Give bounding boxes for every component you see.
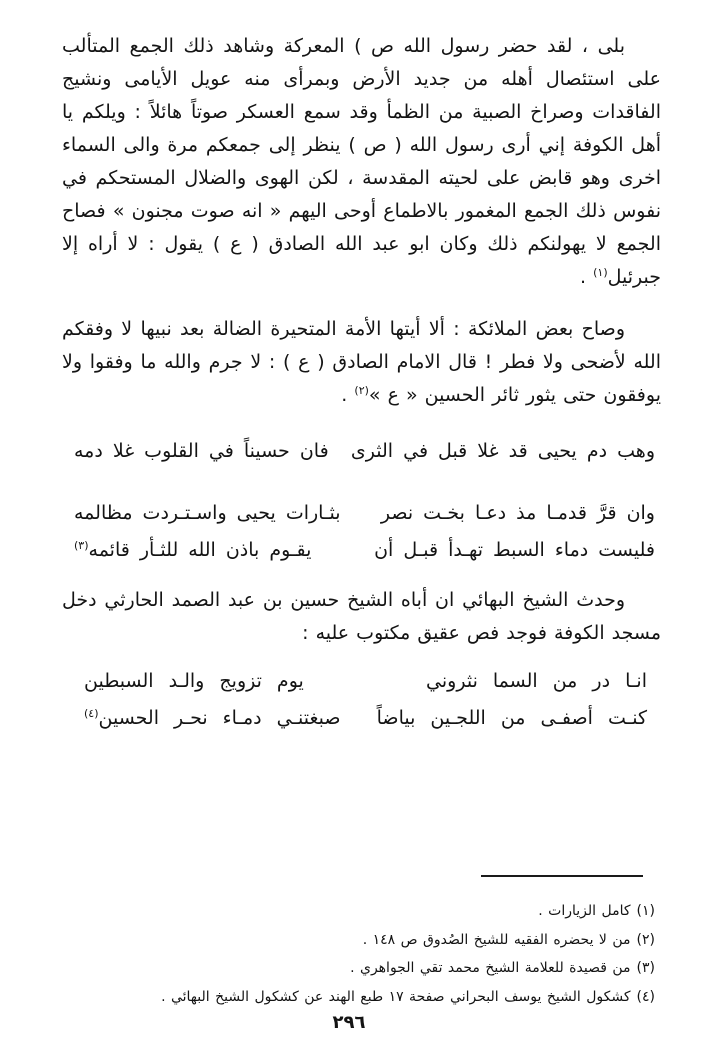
paragraph-1-tail: .	[580, 266, 594, 288]
footnote-1	[95, 897, 655, 926]
hemistich-right: انـا در من السما نثروني	[426, 670, 647, 692]
paragraph-3	[62, 584, 661, 650]
poem-3-verse-1	[84, 663, 647, 700]
hemistich-left-text: فان حسيناً في القلوب غلا دمه	[74, 440, 329, 462]
poem-3-verse-2	[84, 700, 647, 737]
poem-2-verse-1	[74, 495, 655, 532]
footnote-1-text: كامل الزيارات .	[538, 903, 631, 919]
paragraph-2-text: وصاح بعض الملائكة : ألا أيتها الأمة المتحيرة الضالة بعد نبيها لا وفقكم الله لأضحى ولا فطر ! قال الامام الصادق ( ع ) : لا جرم والله ما وفقوا ولا يوفقون حتى يثور ثائر الحسين « ع »	[62, 318, 661, 406]
footnote-ref-3: (٣)	[74, 539, 89, 552]
hemistich-left	[84, 700, 341, 737]
poem-1-verse-1	[74, 433, 655, 470]
hemistich-left-text: بثـارات يحيى واسـتـردت مظالمه	[74, 502, 341, 524]
page-number: ٢٩٦	[332, 1012, 366, 1033]
paragraph-3-text: وحدث الشيخ البهائي ان أباه الشيخ حسين بن عبد الصمد الحارثي دخل مسجد الكوفة فوجد فص عقيق مكتوب عليه :	[62, 589, 661, 644]
hemistich-left	[74, 532, 311, 569]
hemistich-left	[84, 663, 304, 700]
paragraph-2	[62, 313, 661, 412]
footnote-2-text: من لا يحضره الفقيه للشيخ الصُدوق ص ١٤٨ .	[362, 931, 631, 948]
hemistich-right: وان قرَّ قدمـا مذ دعـا بخـت نصر	[380, 502, 655, 524]
footnote-4-marker: (٤)	[636, 988, 655, 1005]
paragraph-1-text: بلى ، لقد حضر رسول الله ص ) المعركة وشاهد ذلك الجمع المتألب على استئصال أهله من جديد الأرض وبمرأى منه عويل الأيامى ونشيج الفاقدات وصراخ الصبية من الظمأ وقد سمع العسكر صوتاً هائلاً : ويلكم يا أهل الكوفة إني أرى رسول الله ( ص ) ينظر إلى جمعكم مرة والى السماء اخرى وهو قابض على لحيته المقدسة ، لكن الهوى والضلال المستحكم في نفوس ذلك الجمع المغمور بالاطماع أوحى اليهم « انه صوت مجنون » فصاح الجمع لا يهولنكم ذلك وكان ابو عبد الله الصادق ( ع ) يقول : لا أراه إلا جبرئيل	[62, 35, 661, 288]
paragraph-1	[62, 30, 661, 294]
footnote-1-marker: (١)	[636, 903, 655, 919]
footnote-3-text: من قصيدة للعلامة الشيخ محمد تقي الجواهري .	[350, 960, 631, 976]
footnote-ref-4: (٤)	[84, 707, 99, 720]
footnote-ref-2: (٢)	[354, 384, 369, 397]
footnote-2	[95, 926, 655, 955]
hemistich-left	[74, 495, 341, 532]
hemistich-right: وهب دم يحيى قد غلا قبل في الثرى	[350, 440, 655, 462]
footnote-2-marker: (٢)	[636, 931, 655, 948]
text-block	[62, 30, 661, 737]
footnote-separator	[481, 875, 643, 877]
footnotes-section	[95, 875, 655, 1011]
poem-3	[62, 663, 661, 737]
hemistich-left-text: يوم تزويج والـد السبطين	[84, 670, 304, 692]
footnote-4-text: كشكول الشيخ يوسف البحراني صفحة ١٧ طبع الهند عن كشكول الشيخ البهائي .	[161, 988, 631, 1005]
paragraph-2-tail: .	[341, 384, 355, 406]
hemistich-right: فليست دماء السبط تهـدأ قبـل أن	[374, 539, 655, 561]
hemistich-left-text: يقـوم باذن الله للثـأر قائمه	[88, 539, 312, 561]
footnote-3	[95, 954, 655, 983]
hemistich-left	[74, 433, 329, 470]
footnote-ref-1: (١)	[593, 266, 608, 279]
hemistich-left-text: صبغتنـي دمـاء نحـر الحسين	[98, 707, 341, 729]
poem-2	[62, 495, 661, 569]
poem-1	[62, 433, 661, 470]
hemistich-right: كنـت أصفـى من اللجـين بياضاً	[376, 707, 647, 729]
footnote-3-marker: (٣)	[636, 960, 655, 976]
poem-2-verse-2	[74, 532, 655, 569]
footnote-4	[95, 983, 655, 1012]
